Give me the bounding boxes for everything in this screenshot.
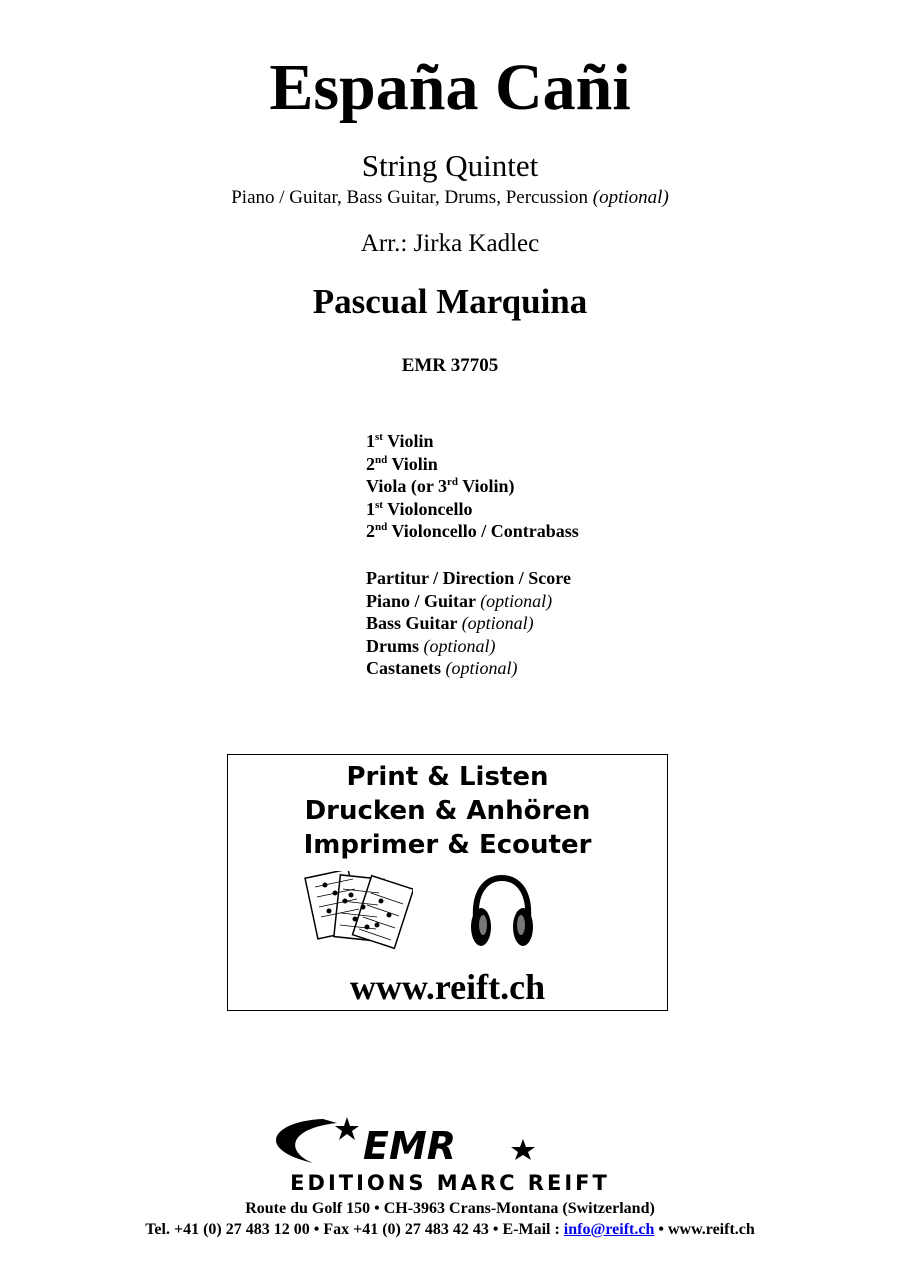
list-item: 1st Violoncello bbox=[366, 498, 473, 519]
email-link[interactable]: info@reift.ch bbox=[563, 1221, 655, 1238]
list-item: Drums (optional) bbox=[366, 635, 496, 656]
print-listen-box bbox=[227, 754, 668, 1011]
other-parts-list bbox=[366, 567, 571, 680]
catalog-number: EMR 37705 bbox=[401, 355, 499, 376]
list-item: Partitur / Direction / Score bbox=[366, 568, 571, 588]
list-item: 1st Violin bbox=[366, 431, 434, 451]
instrumentation-optional: (optional) bbox=[592, 187, 669, 208]
list-item: Castanets (optional) bbox=[366, 658, 518, 679]
string-parts-list bbox=[366, 430, 579, 543]
instrumentation-text: Piano / Guitar, Bass Guitar, Drums, Percussion bbox=[231, 187, 589, 208]
list-item: 2nd Violoncello / Contrabass bbox=[366, 521, 579, 542]
arranger: Arr.: Jirka Kadlec bbox=[360, 230, 540, 257]
publisher-name: EDITIONS MARC REIFT bbox=[290, 1171, 610, 1195]
list-item: Viola (or 3rd Violin) bbox=[366, 476, 515, 497]
promo-website: www.reift.ch bbox=[349, 967, 546, 1007]
composer: Pascual Marquina bbox=[312, 282, 588, 321]
publisher-address: Route du Golf 150 • CH-3963 Crans-Montana (Switzerland) bbox=[245, 1200, 655, 1217]
headphones-icon bbox=[468, 875, 536, 949]
publisher-contact: Tel. +41 (0) 27 483 12 00 • Fax +41 (0) 27 483 42 43 • E-Mail : info@reift.ch • www.reift.ch bbox=[145, 1221, 755, 1238]
subtitle: String Quintet bbox=[361, 148, 539, 183]
promo-line-fr: Imprimer & Ecouter bbox=[303, 830, 592, 860]
logo-text-emr: EMR bbox=[363, 1124, 457, 1168]
list-item: Bass Guitar (optional) bbox=[366, 613, 534, 634]
sheet-music-icon bbox=[301, 871, 413, 951]
list-item: 2nd Violin bbox=[366, 453, 438, 474]
instrumentation bbox=[0, 186, 900, 210]
page-title: España Cañi bbox=[269, 51, 631, 124]
list-item: Piano / Guitar (optional) bbox=[366, 590, 553, 611]
emr-logo bbox=[255, 1113, 555, 1171]
promo-line-en: Print & Listen bbox=[346, 762, 549, 792]
promo-line-de: Drucken & Anhören bbox=[304, 796, 591, 826]
